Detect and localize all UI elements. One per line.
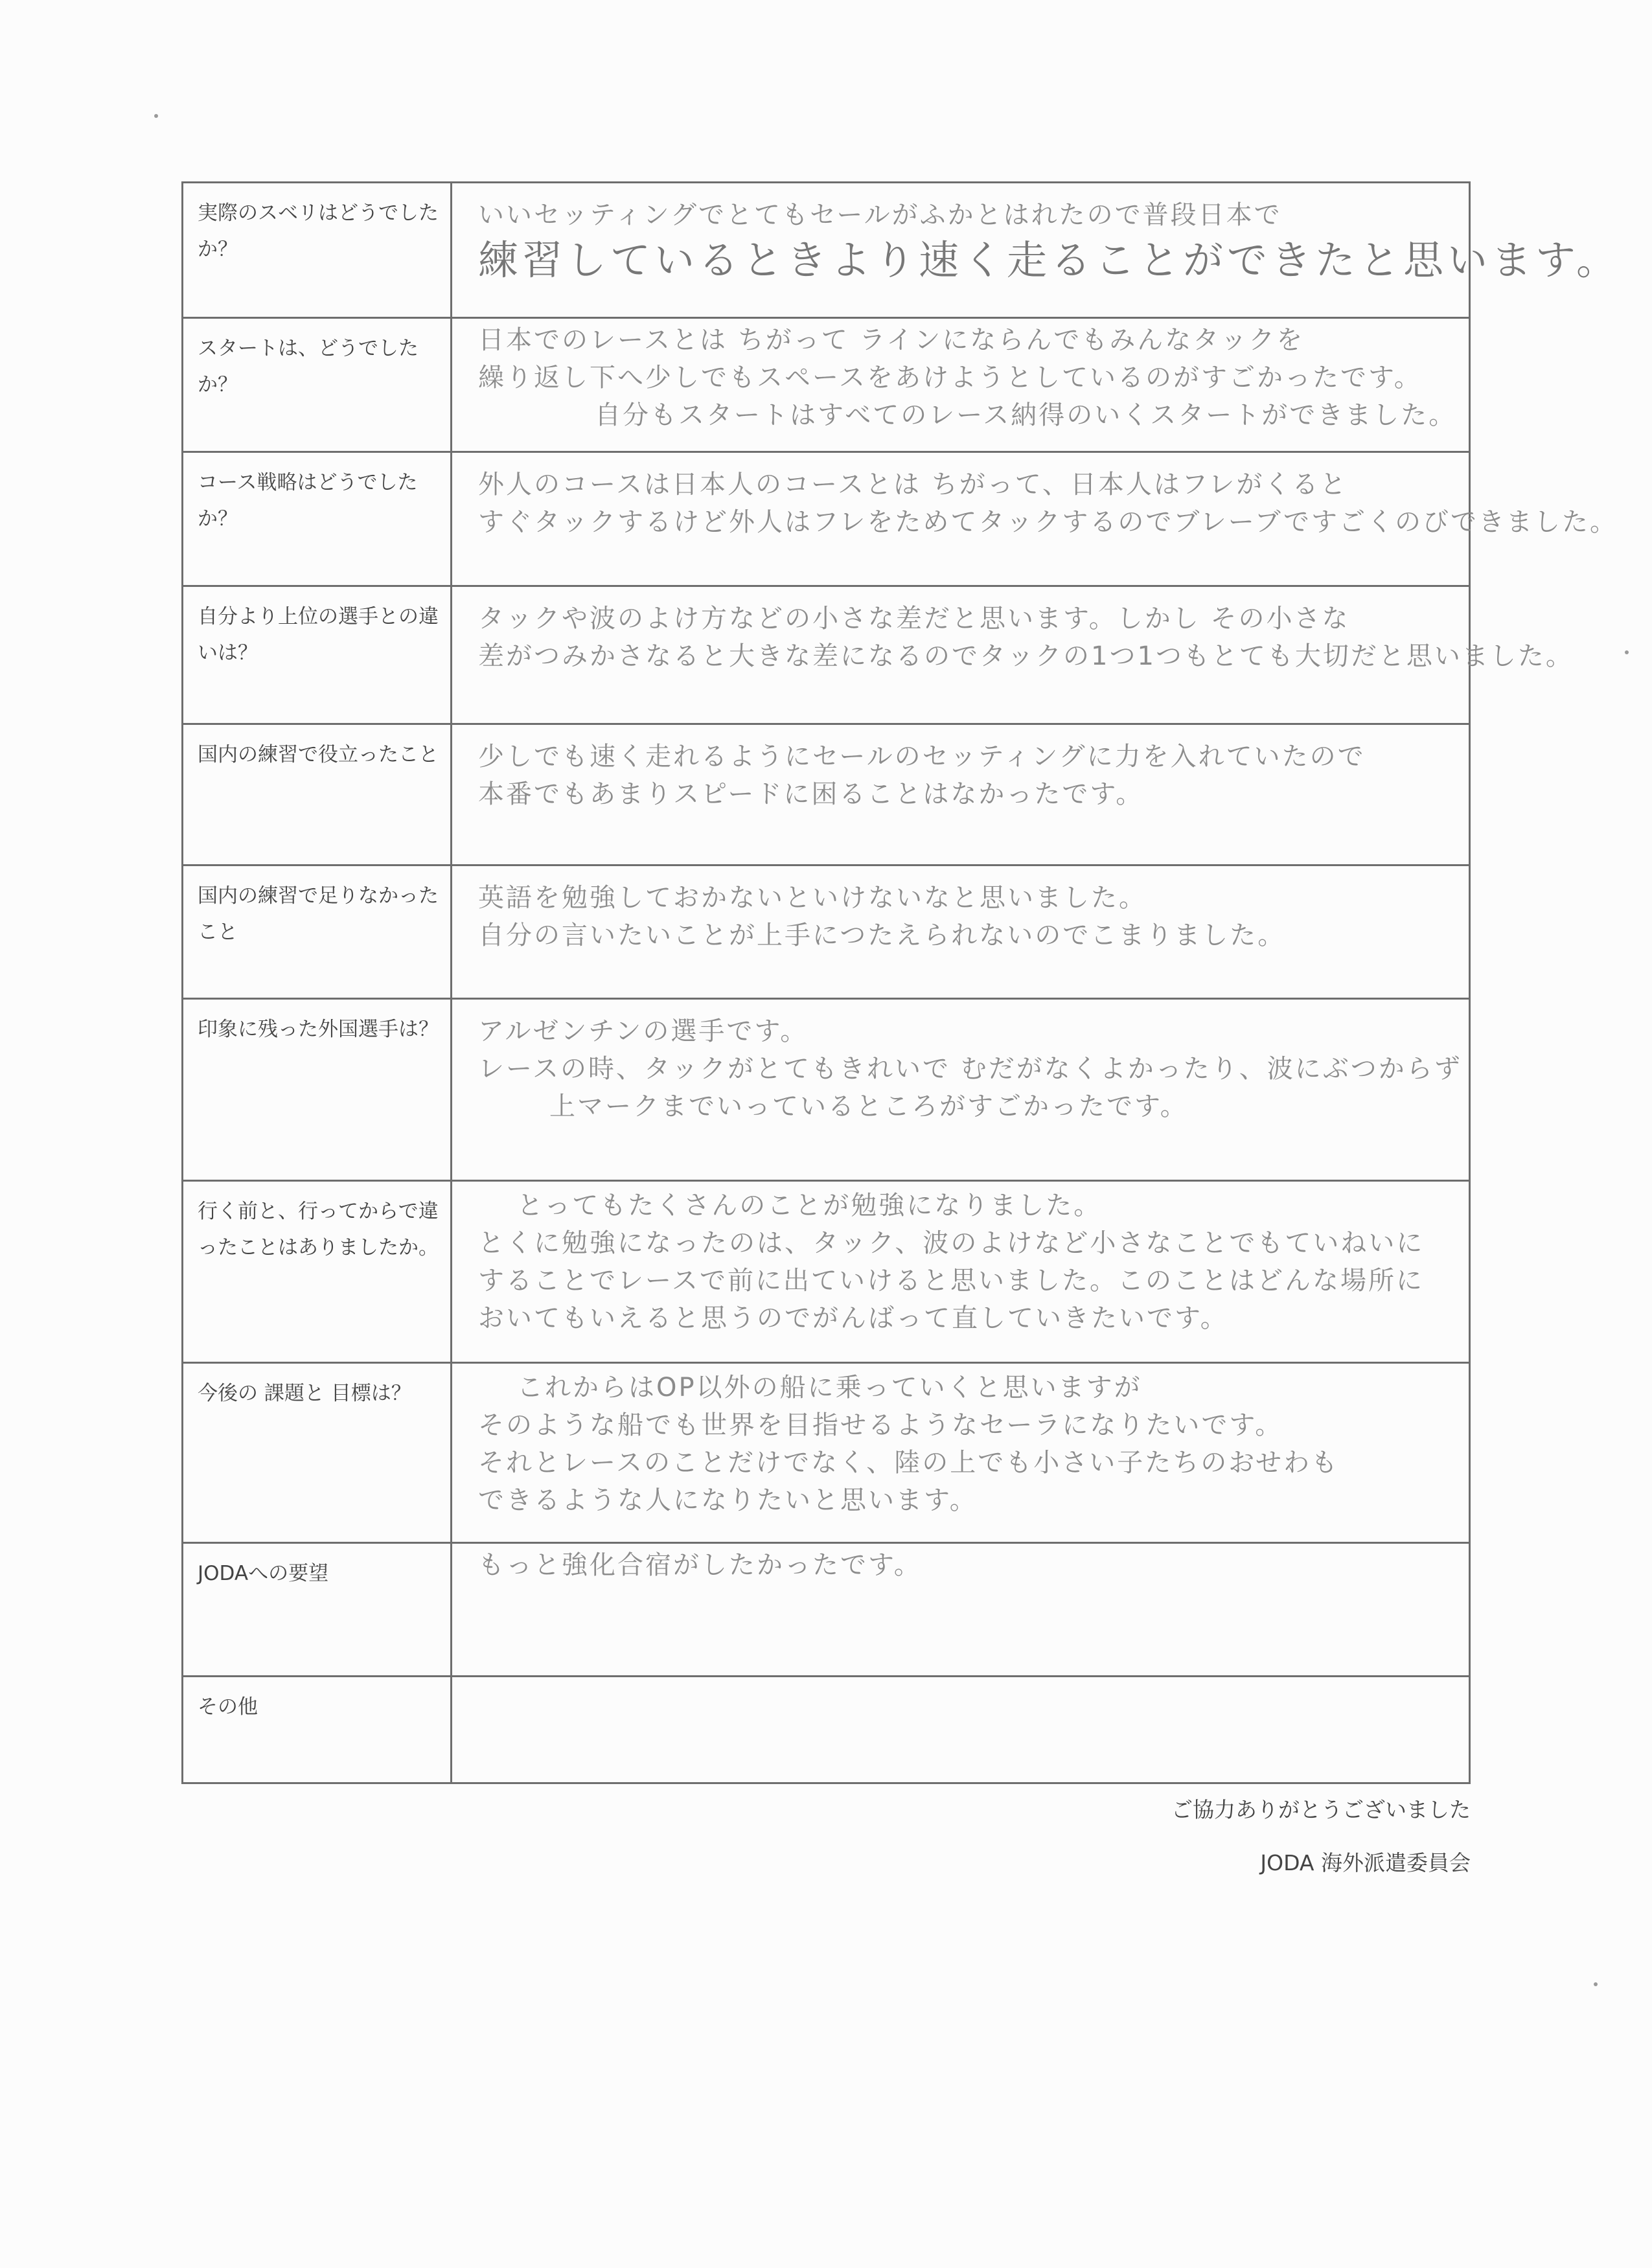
question-cell: 今後の 課題と 目標は？	[183, 1363, 452, 1543]
answer-cell	[452, 586, 1574, 724]
question-cell: JODAへの要望	[183, 1543, 452, 1677]
question-cell: 行く前と、行ってからで違ったことはありましたか。	[183, 1181, 452, 1363]
handwritten-line: これからはOP以外の船に乗っていくと思いますが	[517, 1373, 1142, 1403]
question-cell: 国内の練習で役立ったこと	[183, 724, 452, 865]
handwritten-line: おいてもいえると思うのでがんばって直していきたいです。	[478, 1303, 1228, 1333]
handwritten-line: レースの時、タックがとてもきれいで むだがなくよかったり、波にぶつからず	[478, 1054, 1462, 1084]
table-row	[183, 452, 1470, 586]
handwritten-line: 少しでも速く走れるようにセールのセッティングに力を入れていたので	[478, 742, 1366, 772]
question-cell: スタートは、どうでしたか？	[183, 318, 452, 452]
table-row	[183, 1543, 1470, 1677]
questionnaire-table	[181, 181, 1621, 1784]
table-row	[183, 318, 1470, 452]
handwritten-line: とってもたくさんのことが勉強になりました。	[517, 1191, 1102, 1220]
question-cell: その他	[183, 1677, 452, 1783]
answer-cell	[452, 1363, 1470, 1543]
handwritten-line: 繰り返し下へ少しでもスペースをあけようとしているのがすごかったです。	[478, 363, 1422, 393]
answer-cell	[452, 1181, 1470, 1363]
handwritten-line: 上マークまでいっているところがすごかったです。	[549, 1092, 1188, 1121]
question-cell: 国内の練習で足りなかったこと	[183, 865, 452, 999]
answer-cell	[452, 865, 1470, 999]
handwritten-line: 外人のコースは日本人のコースとは ちがって、日本人はフレがくると	[478, 470, 1348, 499]
question-cell: 印象に残った外国選手は？	[183, 999, 452, 1181]
handwritten-line: そのような船でも世界を目指せるようなセーラになりたいです。	[478, 1410, 1283, 1440]
handwritten-line: することでレースで前に出ていけると思いました。このことはどんな場所に	[478, 1266, 1424, 1296]
table-row	[183, 586, 1470, 724]
closing-committee: JODA 海外派遣委員会	[1260, 1850, 1471, 1875]
question-cell: コース戦略はどうでしたか？	[183, 452, 452, 586]
table-row	[183, 183, 1470, 318]
handwritten-line: 自分もスタートはすべてのレース納得のいくスタートができました。	[595, 400, 1457, 430]
answer-cell	[452, 452, 1618, 586]
handwritten-line: 練習しているときより速く走ることができたと思います。	[478, 236, 1621, 284]
table-row	[183, 1677, 1470, 1783]
handwritten-line: 日本でのレースとは ちがって ラインにならんでもみんなタックを	[478, 325, 1305, 355]
handwritten-line: 英語を勉強しておかないといけないなと思いました。	[478, 883, 1147, 913]
handwritten-line: もっと強化合宿がしたかったです。	[478, 1550, 922, 1580]
handwritten-line: すぐタックするけど外人はフレをためてタックするのでブレーブですごくのびできました。	[478, 507, 1618, 537]
table-row	[183, 999, 1470, 1181]
answer-cell	[452, 318, 1470, 452]
handwritten-line: とくに勉強になったのは、タック、波のよけなど小さなことでもていねいに	[478, 1228, 1425, 1258]
scan-speck	[1594, 1982, 1598, 1986]
closing-thanks: ご協力ありがとうございました	[1171, 1797, 1471, 1822]
handwritten-line: 本番でもあまりスピードに困ることはなかったです。	[478, 779, 1144, 809]
scan-speck	[1625, 650, 1629, 654]
handwritten-line: 差がつみかさなると大きな差になるのでタックの1つ1つもとても大切だと思いました。	[478, 641, 1574, 671]
scan-speck	[154, 114, 158, 118]
table-row	[183, 1181, 1470, 1363]
handwritten-line: できるような人になりたいと思います。	[478, 1485, 978, 1515]
handwritten-line: タックや波のよけ方などの小さな差だと思います。しかし その小さな	[478, 604, 1350, 634]
question-cell: 自分より上位の選手との違いは？	[183, 586, 452, 724]
handwritten-line: アルゼンチンの選手です。	[478, 1016, 809, 1046]
answer-cell	[452, 724, 1470, 865]
answer-cell	[452, 183, 1621, 318]
table-row	[183, 724, 1470, 865]
answer-cell	[452, 1543, 1470, 1677]
handwritten-line: それとレースのことだけでなく、陸の上でも小さい子たちのおせわも	[478, 1448, 1339, 1478]
question-cell: 実際のスベリはどうでしたか？	[183, 183, 452, 318]
handwritten-line: 自分の言いたいことが上手につたえられないのでこまりました。	[478, 921, 1286, 950]
handwritten-line: いいセッティングでとてもセールがふかとはれたので普段日本で	[478, 200, 1282, 230]
answer-cell	[452, 999, 1470, 1181]
table-row	[183, 865, 1470, 999]
table-row	[183, 1363, 1470, 1543]
answer-cell	[452, 1677, 1470, 1783]
